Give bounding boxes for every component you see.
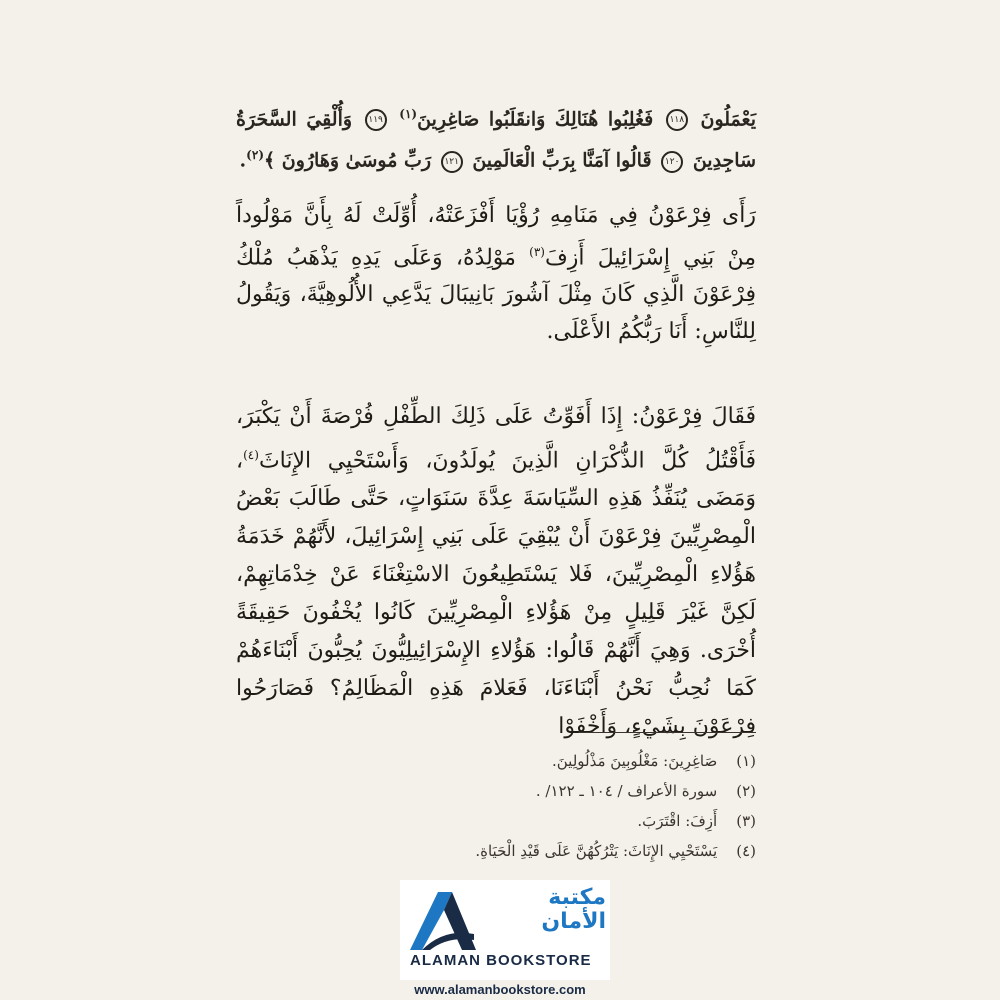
footnote-item — [400, 836, 756, 866]
logo-english-text: ALAMAN BOOKSTORE — [410, 952, 592, 969]
footnote-number: (٢) — [736, 782, 756, 800]
verse-number-marker: ١٢١ — [441, 151, 463, 173]
footnote-ref: (٣) — [529, 245, 545, 259]
footnote-item — [400, 746, 756, 776]
verse-text: وَأُلْقِيَ السَّحَرَةُ سَاجِدِينَ — [236, 108, 756, 172]
verse-text: رَبِّ مُوسَىٰ وَهَارُونَ ﴾ — [264, 149, 432, 172]
logo-arabic-line: الأمان — [541, 909, 606, 934]
paragraph-text: فَقَالَ فِرْعَوْنُ: إِذَا أَفَوِّتُ عَلَى ذَلِكَ الطِّفْلِ فُرْصَةَ أَنْ يَكْبَرَ، فَأَقْتُلُ كُلَّ الذُّكْرَانِ الَّذِينَ يُولَدُونَ، وَأَسْتَحْيِي الإِنَاثَ — [236, 404, 756, 474]
footnote-number: (٣) — [736, 812, 756, 830]
verse-text: يَعْمَلُونَ — [700, 108, 756, 131]
paragraph-1 — [236, 197, 756, 350]
logo-a-icon — [408, 888, 478, 952]
verse-end: . — [239, 149, 247, 172]
footnote-text: سورة الأعراف / ١٠٤ ـ ١٢٢/ . — [535, 782, 718, 800]
footnote-divider — [580, 732, 756, 733]
paragraph-text: رَأَى فِرْعَوْنُ فِي مَنَامِهِ رُؤْيَا أَفْزَعَتْهُ، أُوِّلَتْ لَهُ بِأَنَّ مَوْلُوداً مِنْ بَنِي إِسْرَائِيلَ أَزِفَ — [236, 203, 756, 271]
alaman-logo — [400, 880, 610, 980]
footnote-text: يَسْتَحْيِي الإِنَاثَ: يَتْرُكُهُنَّ عَلَى قَيْدِ الْحَيَاةِ. — [475, 842, 718, 860]
footnote-item — [400, 776, 756, 806]
verse-text: قَالُوا آمَنَّا بِرَبِّ الْعَالَمِينَ — [472, 149, 652, 172]
verse-text: فَغُلِبُوا هُنَالِكَ وَانقَلَبُوا صَاغِرِينَ — [417, 108, 654, 131]
footnote-text: أَزِفَ: اقْتَرَبَ. — [637, 812, 718, 830]
footnote-ref: (٤) — [243, 448, 259, 462]
footnote-number: (٤) — [736, 842, 756, 860]
website-url: www.alamanbookstore.com — [414, 982, 586, 997]
paragraph-text: مَوْلِدُهُ، وَعَلَى يَدِهِ يَذْهَبُ مُلْكُ فِرْعَوْنَ الَّذِي كَانَ مِثْلَ آشُورَ بَانِيبَالَ يَدَّعِي الأُلُوهِيَّةَ، وَيَقُولُ لِلنَّاسِ: أَنَا رَبُّكُمُ الأَعْلَى. — [236, 245, 756, 345]
logo-arabic-text — [541, 886, 606, 934]
verse-number-marker: ١١٩ — [365, 109, 387, 131]
logo-arabic-line: مكتبة — [548, 885, 606, 910]
footnote-number: (١) — [736, 752, 756, 770]
verse-number-marker: ١١٨ — [666, 109, 688, 131]
footnote-ref: (٢) — [246, 148, 264, 163]
verse-number-marker: ١٢٠ — [661, 151, 683, 173]
footnote-ref: (١) — [399, 107, 418, 121]
quran-verse-block — [236, 96, 756, 179]
paragraph-text: ، وَمَضَى يُنَفِّذُ هَذِهِ السِّيَاسَةَ عِدَّةَ سَنَوَاتٍ، حَتَّى طَالَبَ بَعْضُ الْمِصْرِيِّينَ فِرْعَوْنَ أَنْ يُبْقِيَ عَلَى بَنِي إِسْرَائِيلَ، لأَنَّهُمْ خَدَمَةُ هَؤُلاءِ الْمِصْرِيِّينَ، فَلا يَسْتَطِيعُونَ الاسْتِغْنَاءَ عَنْ خِدْمَاتِهِمْ، لَكِنَّ غَيْرَ قَلِيلٍ مِنْ هَؤُلاءِ الْمِصْرِيِّينَ كَانُوا يُخْفُونَ حَقِيقَةً أُخْرَى. وَهِيَ أَنَّهُمْ قَالُوا: هَؤُلاءِ الإِسْرَائِيلِيُّونَ يُحِبُّونَ أَبْنَاءَهُمْ كَمَا نُحِبُّ نَحْنُ أَبْنَاءَنَا، فَعَلامَ هَذِهِ الْمَظَالِمُ؟ فَصَارَحُوا فِرْعَوْنَ بِشَيْءٍ، وَأَخْفَوْا — [236, 448, 756, 740]
footnotes — [400, 746, 756, 866]
paragraph-2 — [236, 398, 756, 746]
footnote-text: صَاغِرِينَ: مَغْلُوبِينَ مَذْلُولِينَ. — [551, 752, 718, 770]
footnote-item — [400, 806, 756, 836]
